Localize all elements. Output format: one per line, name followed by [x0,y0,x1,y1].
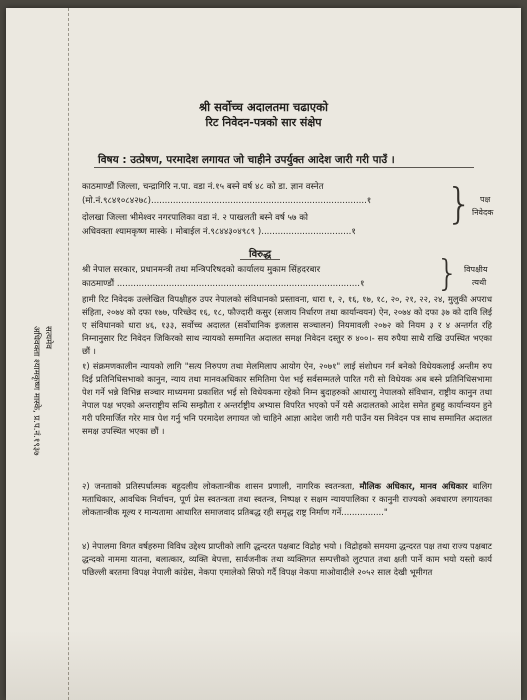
intro-paragraph: हामी रिट निवेदक उल्लेखित विपक्षीहरु उपर नेपालको संविधानको प्रस्तावना, धारा १, २, १६, १७, १८, २०, २१, २२, २४, मुलुकी अपराध संहिता, २०७४ को दफा १७७, परिच्छेद १६, १८, फौज्दारी कसुर (सजाय निर्धारण तथा कार्यान्वयन) ऐन, २०७४ को दफा ३७ को दावि लिई ए संविधानको धारा ४६, १३३, सर्वोच्च अदालत (सर्वोधानिक इजलास सञ्चालन) नियमावली २०७२ को नियम ३ र ४ अन्तर्गत रहि निम्नानुसार रिट निवेदन जिकिरको साथ न्यायको सम्मानित अदालत समक्ष निवेदन दस्तुर रु ४००।- सय रुपैया साथै राखि उपस्थित भएका छौं । [82,294,492,356]
applicant-brace: } [446,179,473,228]
versus-label: विरुद्ध [249,249,272,260]
applicant-label-line2: निवेदक [472,208,494,217]
court-heading: श्री सर्वोच्च अदालतमा चढाएको [199,100,328,114]
paragraph-4: ४) नेपालमा विगत वर्षहरुमा विविध उद्देश्य प्राप्तीको लागि द्धन्दरत पक्षबाट विद्रोह भयो । विद्रोहको समयमा द्धन्दरत पक्ष तथा राज्य पक्षबाट द्धन्दको नाममा यातना, बलात्कार, व्यक्ति बेपत्ता, सार्वजनीक तथा व्यक्तिगत सम्पत्तीको लुटपात तथा क्षती पार्ने काम भयो यस्तो कार्य पछिल्ली बरतमा विपक्ष नेपाली कांग्रेस, नेकपा एमालेको सिफो गर्दै विपक्ष नेकपा माओवादीले २०५२ साल देखी भूमीगत [82,541,492,577]
applicant-line-1: काठमाण्डौं जिल्ला, चन्द्रागिरि न.पा. वडा नं.१५ बस्ने वर्ष ४८ को डा. ज्ञान वस्नेत [82,182,324,192]
paragraph-2 [82,480,492,519]
paragraph-2-start: २) जनताको प्रतिस्पर्धात्मक बहुदलीय लोकतान्त्रीक शासन प्रणाली, नागरिक स्वतन्त्रता, [82,481,360,491]
subject-underline [94,167,474,168]
subject-line: विषय : उत्प्रेषण, परमादेश लगायत जो चाहीने उपर्युक्त आदेश जारी गरी पाउँ । [98,154,395,166]
respondent-label-line2: त्यथी [472,278,487,287]
respondent-line-1: श्री नेपाल सरकार, प्रधानमन्त्री तथा मन्त्रिपरिषदको कार्यालय मुकाम सिंहदरबार [82,265,321,275]
respondent-line-2: काठमाण्डौं .........................................................................................१ [82,279,365,289]
margin-note-line2: अधिवक्ता श्यामकृष्ण मास्के, प्र.प.नं.१९३७ [31,326,41,456]
applicant-label-line1: पक्ष [480,195,491,204]
page-bottom-shadow [6,630,521,700]
applicant-line-2: (मो.नं.९८४१०८४२७८)...............................................................................१ [82,196,372,206]
paragraph-2-bold: मौलिक अधिकार, मानव अधिकार [359,481,468,491]
paragraph-1: १) संक्रमणकालीन न्यायको लागि "सत्य निरुपण तथा मेलमिलाप आयोग ऐन, २०७१" लाई संशोधन गर्न बनेको विधेयकलाई अन्तीम रुप दिई प्रतिनिधिसभाको कानुन, न्याय तथा मानवअधिकार समितिमा पेश भई सर्वसम्मतले पारित गरी सो विधेयक अब बस्ने प्रतिनिधिसभामा पेश गर्ने भन्ने विभिन्न सञ्चार माध्यममा प्रकाशित भई सो विधेयकमा रहेको निम्न बुदाहरुको आधारगु नेपालको संविधान, राष्ट्रीय कानुन तथा नेपाल पक्ष भएको अन्तराष्ट्रीय सन्धि सम्झौता र अन्तर्राष्ट्रीय अभ्यास विपरित भएको पर्ने यसै अदालतको आदेश समेत हुबहु कार्यान्वयन हुने गरी परिमार्जित गरेर मात्र पेश गर्नु भनि परमादेश लगायत जो चाहिने आज्ञा आदेश जारी गरी पाउँन यस निवेदन पत्र साथ सम्मानित अदालत समक्ष उपस्थित भएका छौं । [82,361,492,436]
document-page [6,8,521,700]
petition-subheading: रिट निवेदन-पत्रको सार संक्षेप [205,116,322,129]
paragraph-2-rest: बालिग मताधिकार, आवधिक निर्वाचन, पूर्ण प्रेस स्वतन्त्रता तथा स्वतन्त्र, निष्पक्ष र सक्षम न्यायपालिका र कानुनी राज्यको अवधारण लगायतका लोकतान्त्रीक मूल्य र मान्यतामा आधारित समाजवाद प्रतिबद्ध रही समृद्ध राष्ट्र निर्माण गर्ने................" [82,481,493,517]
applicant-line-3: दोलखा जिल्ला भीमेश्वर नगरपालिका वडा नं. २ पाखलती बस्ने वर्ष ५७ को [82,213,309,223]
applicant-line-4: अधिवक्ता श्यामकृष्ण मास्के । मोबाईल नं.९८४४३०४९८९ ).................................१ [82,227,356,237]
margin-note-line1: सत्यमेव [43,326,53,349]
respondent-label-line1: विपक्षीय [464,265,488,274]
respondent-brace: } [436,253,459,294]
versus-underline [240,259,280,260]
